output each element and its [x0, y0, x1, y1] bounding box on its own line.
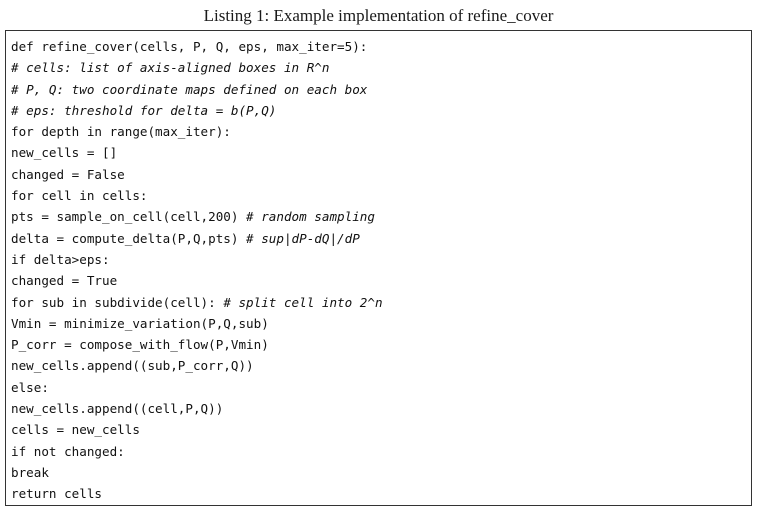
code-text: for cell in cells: [11, 188, 148, 204]
code-text: Vmin = minimize_variation(P,Q,sub) [11, 315, 269, 331]
listing-caption: Listing 1: Example implementation of refine_cover [203, 6, 554, 25]
code-line [11, 100, 383, 121]
code-comment: # split cell into 2^n [223, 294, 383, 310]
code-line [11, 419, 383, 440]
code-text: cells = new_cells [11, 422, 140, 438]
code-line [11, 355, 383, 376]
code-text: else: [11, 379, 49, 395]
code-line [11, 57, 383, 78]
code-line [11, 313, 383, 334]
code-text: pts = sample_on_cell(cell,200) [11, 209, 247, 225]
code-text: P_corr = compose_with_flow(P,Vmin) [11, 337, 269, 353]
code-line [11, 185, 383, 206]
code-line [11, 462, 383, 483]
code-comment: # cells: list of axis-aligned boxes in R^n [11, 60, 330, 76]
code-text: new_cells = [] [11, 145, 118, 161]
code-text: for depth in range(max_iter): [11, 124, 231, 140]
code-text: changed = False [11, 166, 125, 182]
code-listing-frame [5, 30, 752, 506]
code-text: new_cells.append((cell,P,Q)) [11, 401, 224, 417]
code-line [11, 270, 383, 291]
code-text: return cells [11, 486, 102, 502]
code-line [11, 79, 383, 100]
code-text: break [11, 464, 49, 480]
code-text: delta = compute_delta(P,Q,pts) [11, 230, 247, 246]
code-text: def refine_cover(cells, P, Q, eps, max_iter=5): [11, 39, 368, 54]
code-block [11, 36, 383, 505]
code-text: if delta>eps: [11, 251, 110, 267]
code-comment: # P, Q: two coordinate maps defined on each box [11, 81, 368, 97]
code-line [11, 121, 383, 142]
code-text: for sub in subdivide(cell): [11, 294, 224, 310]
code-line [11, 228, 383, 249]
code-text: new_cells.append((sub,P_corr,Q)) [11, 358, 254, 374]
code-line [11, 142, 383, 163]
code-line [11, 292, 383, 313]
code-line [11, 164, 383, 185]
code-text: changed = True [11, 273, 118, 289]
code-comment: # sup|dP-dQ|/dP [246, 230, 360, 246]
code-line [11, 483, 383, 504]
code-line [11, 36, 383, 57]
code-line [11, 334, 383, 355]
code-line [11, 398, 383, 419]
code-line [11, 377, 383, 398]
code-comment: # random sampling [246, 209, 375, 225]
code-line [11, 441, 383, 462]
code-line [11, 249, 383, 270]
code-text: if not changed: [11, 443, 125, 459]
code-line [11, 206, 383, 227]
code-comment: # eps: threshold for delta = b(P,Q) [11, 102, 277, 118]
